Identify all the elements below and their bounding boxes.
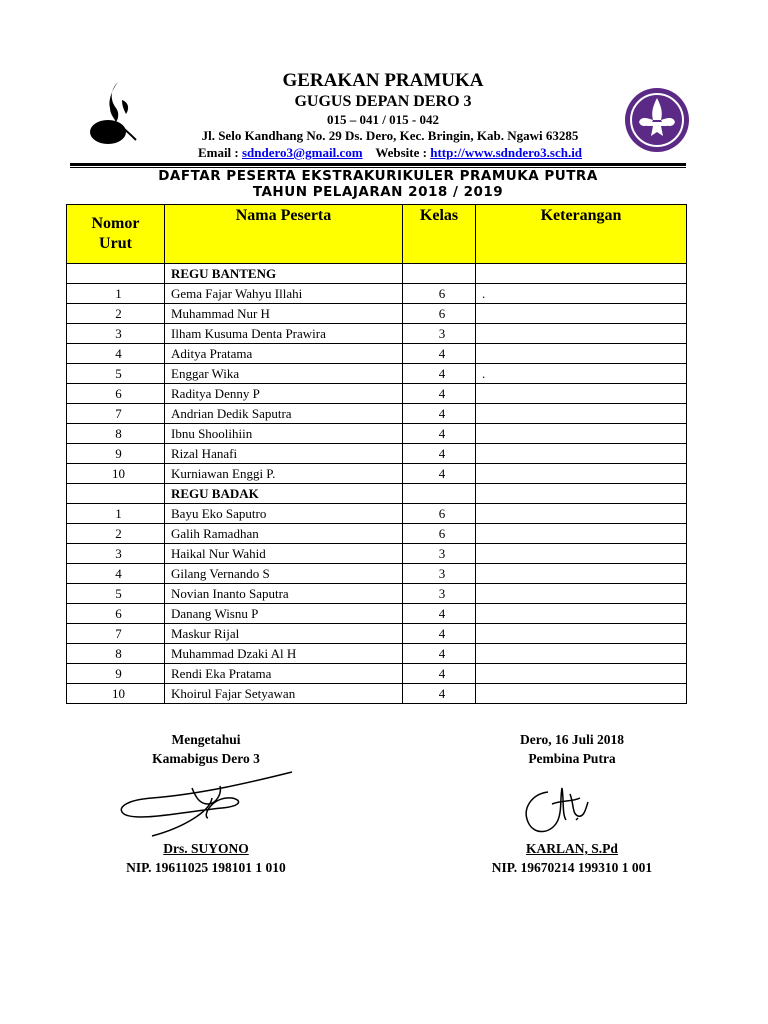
unit-codes: 015 – 041 / 015 - 042	[327, 112, 439, 127]
column-header-number	[67, 205, 165, 264]
table-row	[67, 444, 687, 464]
table-row	[67, 424, 687, 444]
table-row	[67, 324, 687, 344]
participant-notes	[476, 544, 687, 564]
group-class-cell	[403, 264, 476, 284]
table-row	[67, 684, 687, 704]
row-number: 4	[67, 564, 165, 584]
participant-name: Galih Ramadhan	[165, 524, 403, 544]
unit-title: GUGUS DEPAN DERO 3	[294, 93, 472, 110]
signature-block-left	[76, 732, 336, 767]
participant-notes	[476, 444, 687, 464]
email-link[interactable]: sdndero3@gmail.com	[242, 145, 363, 160]
participant-class: 4	[403, 384, 476, 404]
participant-notes	[476, 604, 687, 624]
column-header-number-part: Nomor	[91, 215, 140, 232]
table-row	[67, 404, 687, 424]
participant-name: Gema Fajar Wahyu Illahi	[165, 284, 403, 304]
participant-notes	[476, 504, 687, 524]
table-row	[67, 284, 687, 304]
participant-class: 4	[403, 344, 476, 364]
group-row	[67, 484, 687, 504]
row-number: 10	[67, 464, 165, 484]
row-number: 7	[67, 404, 165, 424]
contact-line	[140, 145, 640, 161]
group-notes-cell	[476, 264, 687, 284]
participant-notes	[476, 424, 687, 444]
table-row	[67, 544, 687, 564]
column-header-number-part: Urut	[99, 235, 132, 252]
scout-emblem-icon	[623, 86, 691, 154]
participant-notes	[476, 684, 687, 704]
row-number: 2	[67, 524, 165, 544]
row-number: 7	[67, 624, 165, 644]
row-number: 1	[67, 504, 165, 524]
column-header-name: Nama Peserta	[165, 205, 403, 264]
signature-block-right	[442, 732, 702, 767]
row-number: 8	[67, 644, 165, 664]
participant-class: 4	[403, 444, 476, 464]
participant-name: Andrian Dedik Saputra	[165, 404, 403, 424]
table-row	[67, 384, 687, 404]
row-number: 2	[67, 304, 165, 324]
participant-name: Ibnu Shoolihiin	[165, 424, 403, 444]
signer-left-nip: NIP. 19611025 198101 1 010	[126, 860, 286, 875]
participant-notes	[476, 344, 687, 364]
table-row	[67, 364, 687, 384]
table-row	[67, 464, 687, 484]
row-number: 1	[67, 284, 165, 304]
participant-name: Rizal Hanafi	[165, 444, 403, 464]
participant-class: 4	[403, 664, 476, 684]
row-number: 6	[67, 384, 165, 404]
participant-notes	[476, 644, 687, 664]
table-row	[67, 664, 687, 684]
group-number-cell	[67, 264, 165, 284]
column-header-class: Kelas	[403, 205, 476, 264]
participant-name: Muhammad Nur H	[165, 304, 403, 324]
participant-class: 4	[403, 404, 476, 424]
participant-class: 6	[403, 524, 476, 544]
participant-class: 3	[403, 324, 476, 344]
participant-class: 6	[403, 504, 476, 524]
participant-class: 3	[403, 584, 476, 604]
signer-right-name: KARLAN, S.Pd	[526, 841, 618, 856]
participant-name: Khoirul Fajar Setyawan	[165, 684, 403, 704]
participant-class: 4	[403, 624, 476, 644]
group-number-cell	[67, 484, 165, 504]
row-number: 5	[67, 364, 165, 384]
row-number: 3	[67, 544, 165, 564]
right-position: Pembina Putra	[528, 751, 616, 766]
participant-notes	[476, 324, 687, 344]
participant-notes	[476, 404, 687, 424]
table-row	[67, 644, 687, 664]
row-number: 10	[67, 684, 165, 704]
table-row	[67, 524, 687, 544]
group-name: REGU BANTENG	[165, 264, 403, 284]
website-link[interactable]: http://www.sdndero3.sch.id	[430, 145, 583, 160]
participant-notes	[476, 464, 687, 484]
organization-title: GERAKAN PRAMUKA	[282, 70, 484, 91]
signer-left-name: Drs. SUYONO	[163, 841, 249, 856]
group-name: REGU BADAK	[165, 484, 403, 504]
participant-class: 4	[403, 684, 476, 704]
table-row	[67, 344, 687, 364]
tunas-kelapa-logo-icon	[88, 80, 140, 148]
column-header-notes: Keterangan	[476, 205, 687, 264]
participant-notes: .	[476, 284, 687, 304]
signature-left-icon	[112, 768, 302, 840]
participant-name: Haikal Nur Wahid	[165, 544, 403, 564]
signer-right	[442, 841, 702, 876]
row-number: 3	[67, 324, 165, 344]
participant-name: Enggar Wika	[165, 364, 403, 384]
participant-notes	[476, 584, 687, 604]
left-position: Kamabigus Dero 3	[152, 751, 260, 766]
place-date: Dero, 16 Juli 2018	[520, 732, 624, 747]
row-number: 6	[67, 604, 165, 624]
participant-class: 4	[403, 364, 476, 384]
address: Jl. Selo Kandhang No. 29 Ds. Dero, Kec. Bringin, Kab. Ngawi 63285	[201, 128, 579, 143]
document-title: DAFTAR PESERTA EKSTRAKURIKULER PRAMUKA PUTRA	[158, 168, 598, 184]
row-number: 9	[67, 444, 165, 464]
row-number: 8	[67, 424, 165, 444]
participant-notes: .	[476, 364, 687, 384]
participant-class: 4	[403, 424, 476, 444]
participant-name: Bayu Eko Saputro	[165, 504, 403, 524]
participant-class: 6	[403, 304, 476, 324]
acknowledge-label: Mengetahui	[171, 732, 241, 747]
participant-class: 6	[403, 284, 476, 304]
group-row	[67, 264, 687, 284]
participant-class: 3	[403, 544, 476, 564]
table-row	[67, 604, 687, 624]
email-label: Email :	[197, 145, 239, 160]
table-header-row	[67, 205, 687, 264]
table-row	[67, 624, 687, 644]
participant-notes	[476, 564, 687, 584]
participant-table	[66, 204, 687, 704]
participant-name: Novian Inanto Saputra	[165, 584, 403, 604]
table-row	[67, 304, 687, 324]
table-row	[67, 564, 687, 584]
participant-name: Raditya Denny P	[165, 384, 403, 404]
participant-name: Maskur Rijal	[165, 624, 403, 644]
participant-name: Rendi Eka Pratama	[165, 664, 403, 684]
header-divider-thick	[70, 163, 686, 166]
signature-right-icon	[518, 780, 608, 840]
row-number: 5	[67, 584, 165, 604]
participant-notes	[476, 624, 687, 644]
table-row	[67, 504, 687, 524]
participant-name: Danang Wisnu P	[165, 604, 403, 624]
participant-notes	[476, 524, 687, 544]
participant-notes	[476, 384, 687, 404]
participant-class: 4	[403, 464, 476, 484]
document-subtitle: TAHUN PELAJARAN 2018 / 2019	[252, 184, 504, 200]
group-notes-cell	[476, 484, 687, 504]
participant-name: Kurniawan Enggi P.	[165, 464, 403, 484]
participant-name: Ilham Kusuma Denta Prawira	[165, 324, 403, 344]
website-label: Website :	[375, 145, 427, 160]
participant-notes	[476, 304, 687, 324]
row-number: 9	[67, 664, 165, 684]
participant-name: Aditya Pratama	[165, 344, 403, 364]
participant-name: Gilang Vernando S	[165, 564, 403, 584]
signer-left	[76, 841, 336, 876]
group-class-cell	[403, 484, 476, 504]
participant-name: Muhammad Dzaki Al H	[165, 644, 403, 664]
table-row	[67, 584, 687, 604]
participant-notes	[476, 664, 687, 684]
signer-right-nip: NIP. 19670214 199310 1 001	[491, 860, 653, 875]
participant-class: 3	[403, 564, 476, 584]
participant-class: 4	[403, 604, 476, 624]
participant-class: 4	[403, 644, 476, 664]
row-number: 4	[67, 344, 165, 364]
